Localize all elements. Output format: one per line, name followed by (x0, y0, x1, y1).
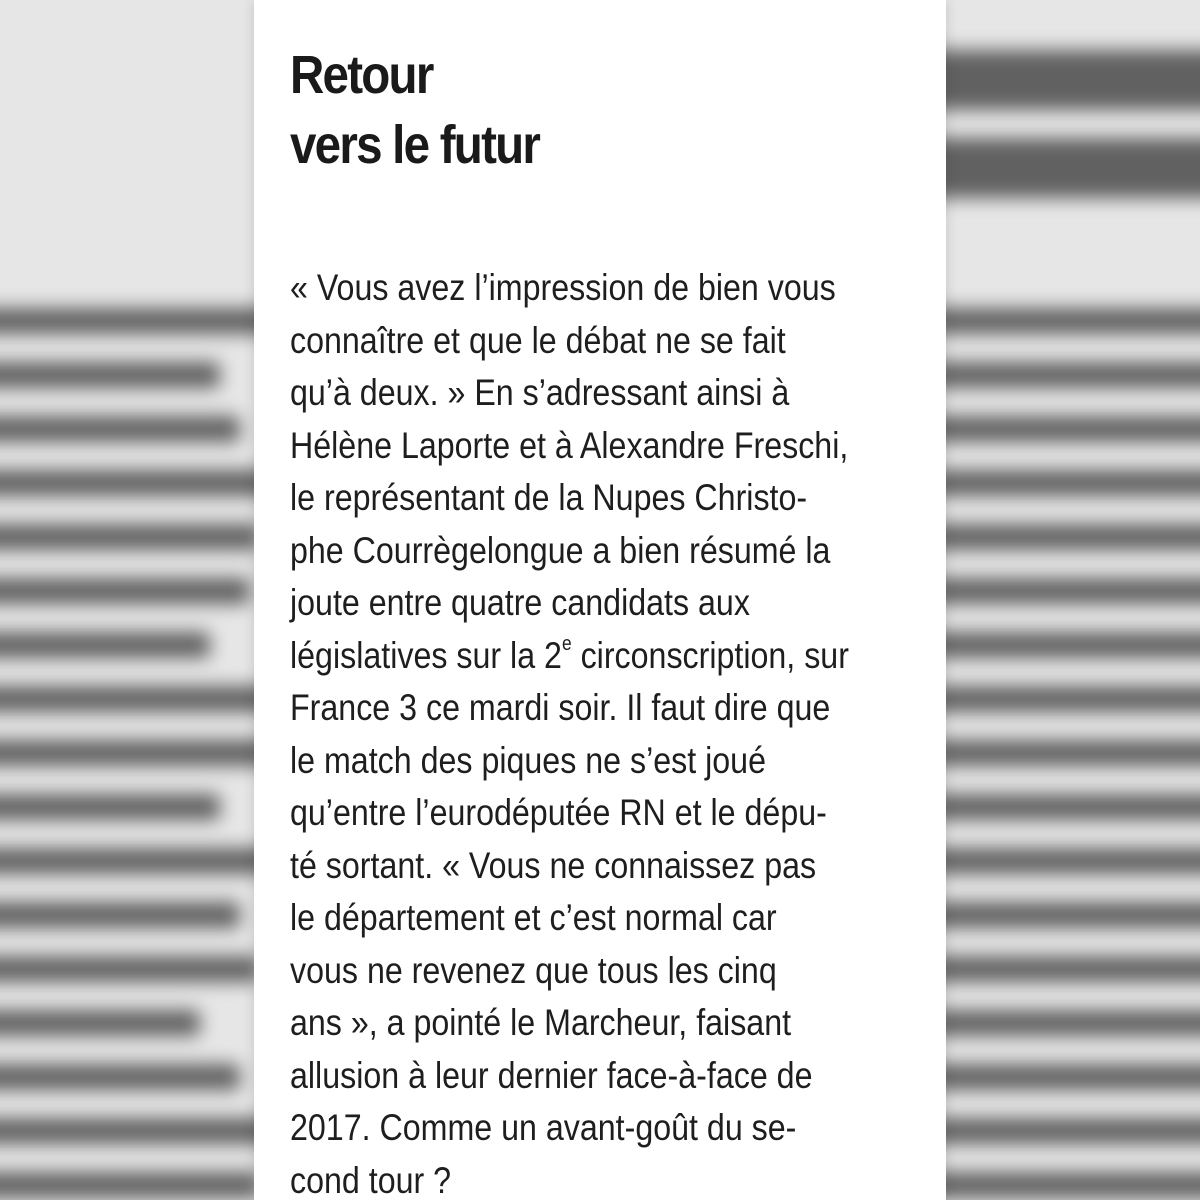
body-line: le match des piques ne s’est joué (290, 739, 766, 781)
body-line: vous ne revenez que tous les cinq (290, 949, 777, 991)
body-line: le représentant de la Nupes Christo- (290, 477, 808, 518)
body-line: connaître et que le débat ne se fait (290, 319, 786, 361)
body-line: qu’à deux. » En s’adressant ainsi à (290, 372, 790, 413)
body-line: joute entre quatre candidats aux (290, 582, 750, 623)
body-line: 2017. Comme un avant-goût du se- (290, 1107, 797, 1148)
blurred-background-right (946, 0, 1200, 1200)
body-line: té sortant. « Vous ne connaissez pas (290, 844, 817, 886)
article-panel (254, 0, 946, 1200)
body-text-fragment: législatives sur la 2 (290, 634, 562, 676)
body-line: le département et c’est normal car (290, 897, 777, 938)
body-line: phe Courrègelongue a bien résumé la (290, 529, 831, 571)
superscript-e: e (561, 632, 572, 655)
body-line: France 3 ce mardi soir. Il faut dire que (290, 687, 831, 728)
body-line: ans », a pointé le Marcheur, faisant (290, 1002, 792, 1043)
article-title-line-2: vers le futur (290, 115, 540, 175)
body-line: qu’entre l’eurodéputée RN et le dépu- (290, 792, 827, 833)
article-title (290, 40, 539, 180)
body-line: cond tour ? (290, 1159, 452, 1200)
body-text-fragment: circonscription, sur (571, 634, 849, 676)
body-line: allusion à leur dernier face-à-face de (290, 1054, 813, 1096)
body-line (290, 630, 882, 683)
body-line: « Vous avez l’impression de bien vous (290, 267, 836, 308)
article-body (290, 262, 882, 1200)
body-line: Hélène Laporte et à Alexandre Freschi, (290, 424, 849, 466)
article-title-line-1: Retour (290, 45, 433, 105)
